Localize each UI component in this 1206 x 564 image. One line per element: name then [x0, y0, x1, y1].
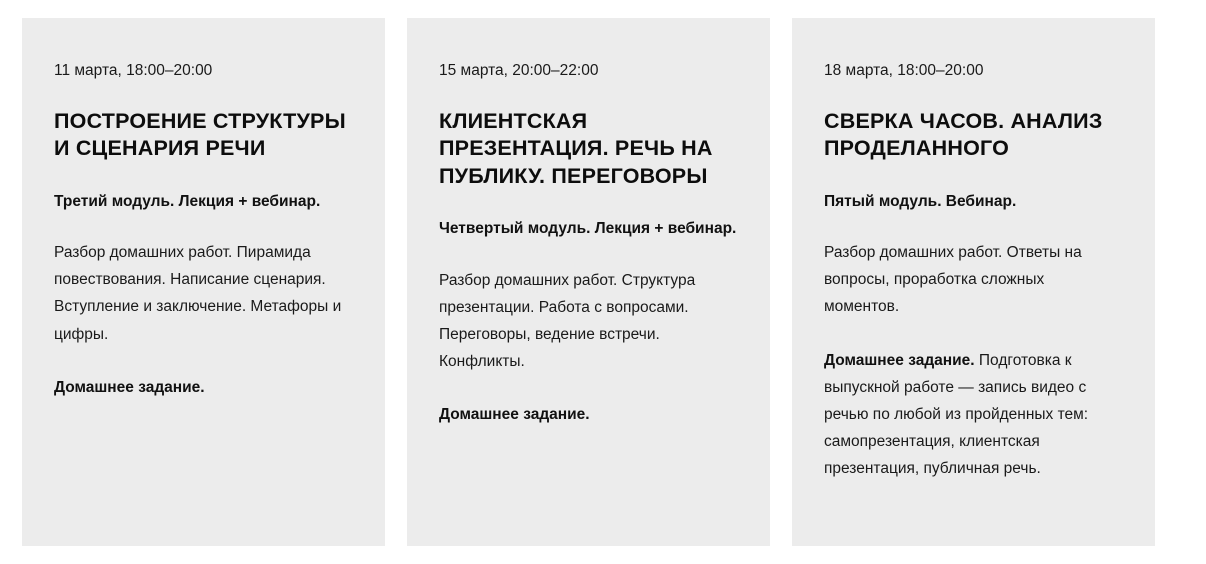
card-module: Третий модуль. Лекция + вебинар.: [54, 192, 321, 210]
card-homework: [439, 401, 738, 428]
card-description: Разбор домашних работ. Ответы на вопросы, проработка сложных моментов.: [824, 244, 1082, 316]
card-title: СВЕРКА ЧАСОВ. АНАЛИЗ ПРОДЕЛАННОГО: [824, 108, 1103, 161]
schedule-card: [792, 18, 1155, 546]
card-homework-text: Подготовка к выпускной работе — запись видео с речью по любой из пройденных тем: самопрезентация, клиентская презентация, публичная речь.: [824, 351, 1089, 478]
card-homework-label: Домашнее задание.: [439, 406, 590, 424]
card-date: 15 марта, 20:00–22:00: [439, 62, 599, 79]
card-module: Пятый модуль. Вебинар.: [824, 192, 1017, 210]
card-module: Четвертый модуль. Лекция + вебинар.: [439, 220, 737, 238]
card-date: 18 марта, 18:00–20:00: [824, 62, 984, 79]
schedule-card: [407, 18, 770, 546]
card-description: Разбор домашних работ. Структура презентации. Работа с вопросами. Переговоры, ведение встречи. Конфликты.: [439, 271, 696, 371]
card-homework-label: Домашнее задание.: [824, 351, 975, 369]
card-date: 11 марта, 18:00–20:00: [54, 62, 213, 79]
card-description: Разбор домашних работ. Пирамида повествования. Написание сценария. Вступление и заключение. Метафоры и цифры.: [54, 244, 342, 343]
card-title: ПОСТРОЕНИЕ СТРУКТУРЫ И СЦЕНАРИЯ РЕЧИ: [54, 108, 346, 161]
card-homework: [824, 347, 1123, 483]
card-title: КЛИЕНТСКАЯ ПРЕЗЕНТАЦИЯ. РЕЧЬ НА ПУБЛИКУ. ПЕРЕГОВОРЫ: [439, 108, 713, 188]
schedule-card: [22, 18, 385, 546]
card-homework-label: Домашнее задание.: [54, 378, 205, 396]
card-homework: [54, 374, 353, 401]
